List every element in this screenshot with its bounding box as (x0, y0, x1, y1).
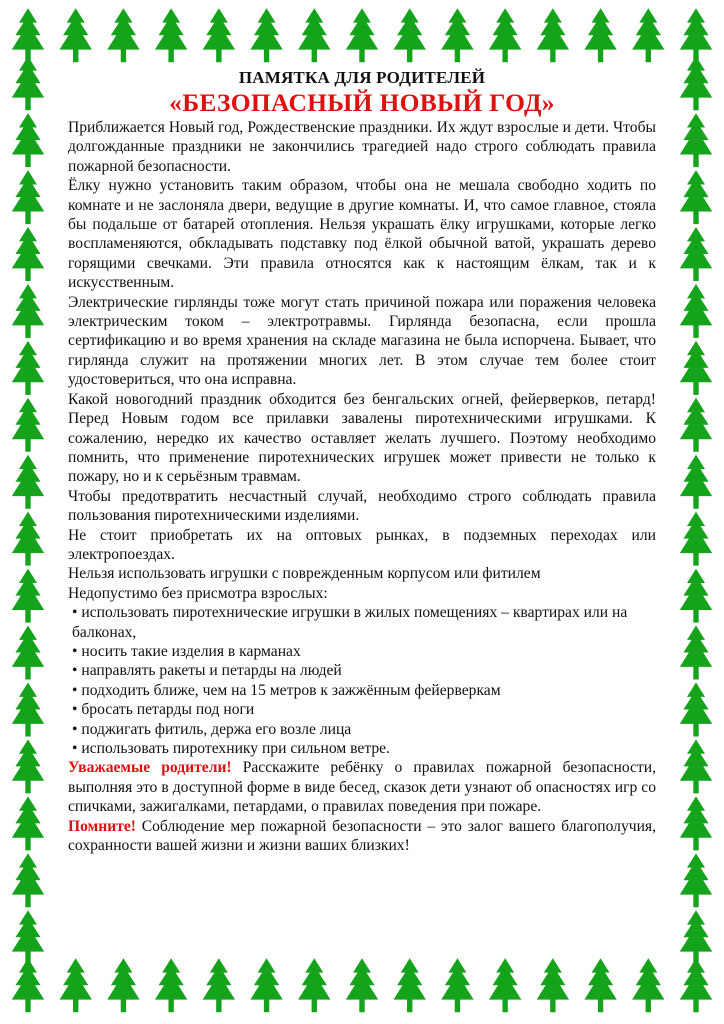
fir-tree-icon (680, 512, 712, 566)
list-item: • использовать пиротехнические игрушки в жилых помещениях – квартирах или на балконах, (72, 604, 628, 641)
fir-tree-icon (632, 958, 664, 1012)
fir-tree-icon (60, 958, 92, 1012)
appeal-text: Расскажите ребёнку о правилах пожарной безопасности, выполняя это в доступной форме в виде бесед, сказок дети узнают об опасностях игр со спичками, зажигалками, петардами, о правилах поведения при пожаре. (68, 759, 656, 816)
fir-tree-icon (107, 958, 139, 1012)
fir-tree-icon (537, 8, 569, 62)
fir-tree-icon (680, 739, 712, 793)
fir-tree-icon (298, 8, 330, 62)
fir-tree-icon (632, 8, 664, 62)
fir-tree-icon (680, 8, 712, 62)
fir-tree-icon (680, 958, 712, 1012)
fir-tree-icon (680, 796, 712, 850)
paragraph-remember (68, 817, 656, 856)
fir-tree-icon (12, 113, 44, 167)
list-item: • носить такие изделия в карманах (72, 642, 301, 660)
fir-tree-icon (250, 958, 282, 1012)
fir-tree-icon (680, 455, 712, 509)
fir-tree-icon (489, 958, 521, 1012)
fir-tree-icon (680, 569, 712, 623)
paragraph-intro: Приближается Новый год, Рождественские праздники. Их ждут взрослые и дети. Чтобы долгожданные праздники не закончились трагедией надо строго соблюдать правила пожарной безопасности. (68, 119, 656, 175)
paragraph-tree: Ёлку нужно установить таким образом, чтобы она не мешала свободно ходить по комнате и не заслоняла двери, ведущие в другие комнаты. И, что самое главное, стояла бы подальше от батарей отопления. Нельзя украшать ёлку игрушками, которые легко воспламеняются, обкладывать подставку под ёлкой обычной ватой, украшать дерево горящими свечками. Эти правила относятся как к настоящим ёлкам, так и к искусственным. (68, 177, 656, 292)
fir-tree-icon (680, 853, 712, 907)
fir-tree-icon (12, 512, 44, 566)
memo-subtitle: ПАМЯТКА ДЛЯ РОДИТЕЛЕЙ (238, 68, 486, 87)
memo-title: «БЕЗОПАСНЫЙ НОВЫЙ ГОД» (169, 88, 555, 117)
fir-tree-icon (537, 958, 569, 1012)
paragraph-markets: Не стоит приобретать их на оптовых рынках, в подземных переходах или электропоездах. (68, 526, 656, 563)
fir-tree-icon (60, 8, 92, 62)
fir-tree-icon (12, 569, 44, 623)
fir-tree-icon (584, 958, 616, 1012)
fir-tree-icon (680, 56, 712, 110)
fir-tree-icon (203, 8, 235, 62)
fir-tree-icon (12, 910, 44, 964)
fir-tree-icon (680, 227, 712, 281)
fir-tree-icon (489, 8, 521, 62)
fir-tree-icon (298, 958, 330, 1012)
remember-text: Соблюдение мер пожарной безопасности – это залог вашего благополучия, сохранности вашей жизни и жизни ваших близких! (68, 817, 656, 855)
fir-tree-icon (12, 8, 44, 62)
list-item: • подходить ближе, чем на 15 метров к зажжённым фейерверкам (72, 681, 501, 699)
fir-tree-icon (346, 958, 378, 1012)
fir-tree-icon (155, 958, 187, 1012)
paragraph-appeal (68, 758, 656, 816)
fir-tree-icon (12, 227, 44, 281)
paragraph-garland: Электрические гирлянды тоже могут стать причиной пожара или поражения человека электрическим током – электротравмы. Гирлянда безопасна, если прошла сертификацию и во время хранения на складе магазина не была испорчена. Бывает, что гирлянда служит на протяжении многих лет. В этом случае тем более стоит удостовериться, что она исправна. (68, 293, 656, 389)
fir-tree-icon (12, 682, 44, 736)
fir-tree-icon (680, 113, 712, 167)
fir-tree-icon (12, 958, 44, 1012)
paragraph-prohibited: Недопустимо без присмотра взрослых: (68, 584, 328, 602)
fir-tree-icon (680, 910, 712, 964)
fir-tree-icon (12, 853, 44, 907)
fir-tree-icon (584, 8, 616, 62)
fir-tree-icon (12, 56, 44, 110)
fir-tree-icon (441, 8, 473, 62)
fir-tree-icon (394, 8, 426, 62)
fir-tree-icon (680, 626, 712, 680)
list-item: • поджигать фитиль, держа его возле лица (72, 720, 352, 738)
list-item: • направлять ракеты и петарды на людей (72, 662, 342, 680)
fir-tree-icon (680, 284, 712, 338)
fir-tree-icon (107, 8, 139, 62)
fir-tree-icon (680, 341, 712, 395)
fir-tree-icon (12, 626, 44, 680)
fir-tree-icon (12, 398, 44, 452)
fir-tree-icon (680, 682, 712, 736)
fir-tree-icon (250, 8, 282, 62)
fir-tree-icon (155, 8, 187, 62)
list-item: • использовать пиротехнику при сильном ветре. (72, 740, 390, 757)
appeal-label: Уважаемые родители! (68, 759, 232, 777)
fir-tree-icon (680, 170, 712, 224)
fir-tree-icon (12, 170, 44, 224)
fir-tree-icon (346, 8, 378, 62)
fir-tree-icon (203, 958, 235, 1012)
list-item: • бросать петарды под ноги (72, 701, 255, 719)
fir-tree-icon (12, 796, 44, 850)
fir-tree-icon (394, 958, 426, 1012)
remember-label: Помните! (68, 817, 136, 835)
paragraph-prevention: Чтобы предотвратить несчастный случай, необходимо строго соблюдать правила пользования пиротехническими изделиями. (68, 487, 656, 525)
fir-tree-icon (12, 739, 44, 793)
fir-tree-icon (12, 455, 44, 509)
fir-tree-icon (12, 341, 44, 395)
paragraph-pyrotechnics: Какой новогодний праздник обходится без бенгальских огней, фейерверков, петард! Перед Новым годом все прилавки завалены пиротехническими игрушками. К сожалению, нередко их качество оставляет желать лучшего. Поэтому необходимо помнить, что применение пиротехнических игрушек может привести не только к пожару, но и к серьёзным травмам. (68, 390, 656, 486)
fir-tree-icon (12, 284, 44, 338)
document-body (68, 68, 656, 855)
paragraph-damaged: Нельзя использовать игрушки с поврежденным корпусом или фитилем (68, 565, 541, 583)
fir-tree-icon (441, 958, 473, 1012)
fir-tree-icon (680, 398, 712, 452)
